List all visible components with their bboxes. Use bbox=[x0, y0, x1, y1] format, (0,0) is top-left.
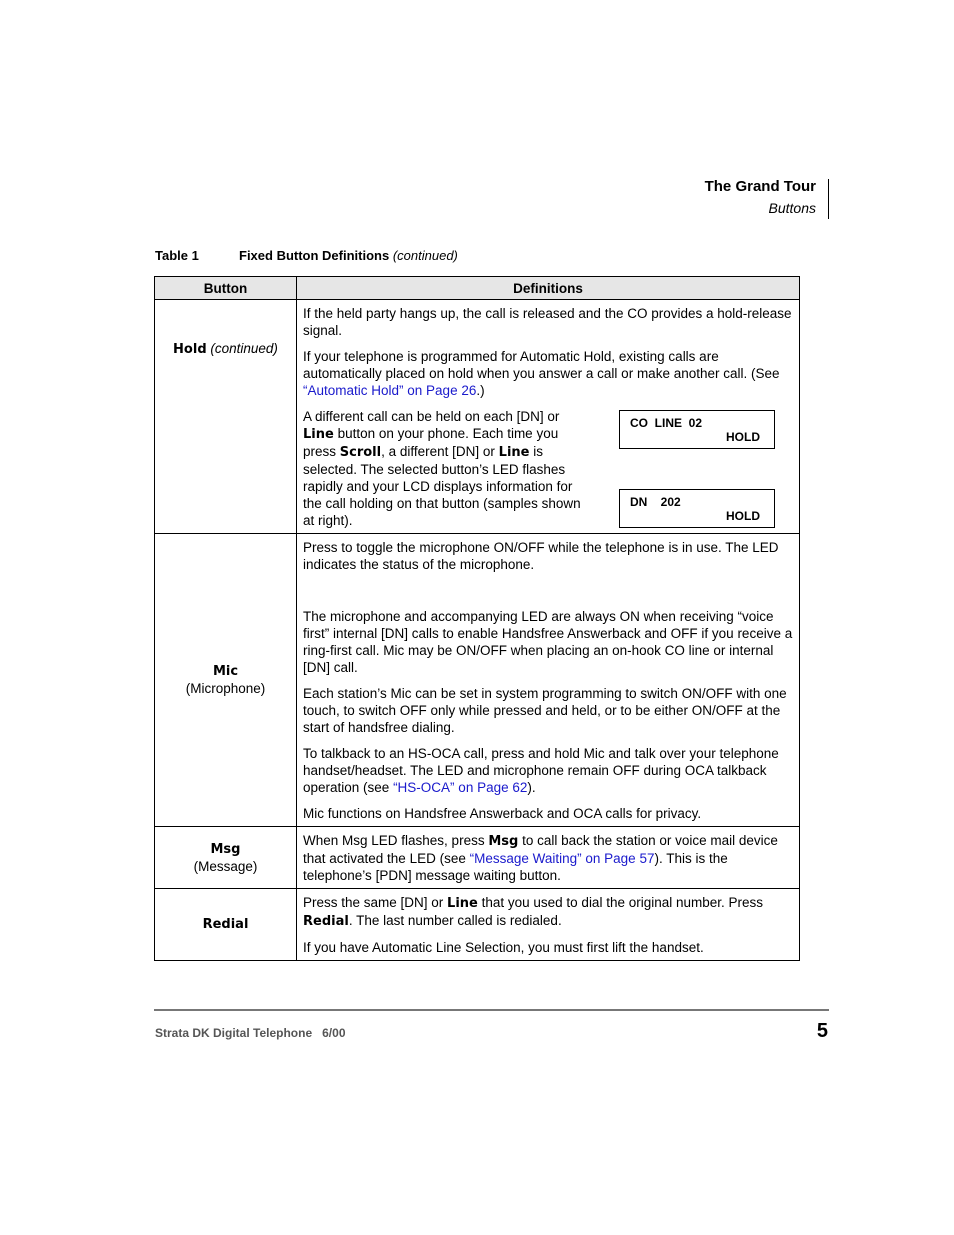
hold-paragraph-3 bbox=[303, 408, 593, 529]
lcd-line-1: CO LINE 02 bbox=[630, 416, 703, 430]
running-header-title: The Grand Tour bbox=[704, 178, 816, 195]
page-number: 5 bbox=[816, 1020, 828, 1042]
hold-paragraph-2 bbox=[303, 348, 793, 399]
definition-cell-hold bbox=[297, 300, 800, 534]
header-divider bbox=[828, 179, 829, 219]
table-continued: (continued) bbox=[392, 248, 458, 263]
table-row-mic bbox=[155, 534, 800, 827]
lcd-line-1: DN 202 bbox=[630, 495, 681, 509]
hs-oca-link[interactable]: “HS-OCA” on Page 62 bbox=[393, 780, 528, 795]
button-cell-redial bbox=[155, 889, 297, 961]
table-row-redial bbox=[155, 889, 800, 961]
lcd-line-2: HOLD bbox=[726, 509, 760, 523]
definition-cell-mic bbox=[297, 534, 800, 827]
redial-p1-a: Press the same [DN] or bbox=[303, 895, 448, 910]
button-name-redial: Redial bbox=[202, 917, 249, 932]
button-definitions-table bbox=[154, 276, 800, 961]
redial-paragraph-2: If you have Automatic Line Selection, you must first lift the handset. bbox=[303, 940, 704, 955]
lcd-sample-dn bbox=[619, 489, 775, 528]
key-line: Line bbox=[303, 427, 334, 442]
button-cell-msg bbox=[155, 827, 297, 889]
button-sub-mic: (Microphone) bbox=[185, 681, 266, 696]
redial-paragraph-1 bbox=[303, 894, 793, 930]
msg-p1-b: to call back the station or voice mail device that activated the LED (see bbox=[303, 833, 778, 866]
table-header-row bbox=[155, 277, 800, 300]
redial-p1-b: that you used to dial the original number. Press bbox=[477, 895, 764, 910]
hold-p3-d: is selected. The selected button’s LED flashes rapidly and your LCD displays information for the call holding on that button (samples shown at right). bbox=[303, 444, 581, 528]
hold-paragraph-1: If the held party hangs up, the call is released and the CO provides a hold-release signal. bbox=[303, 306, 792, 338]
hold-p3-a: A different call can be held on each [DN] or bbox=[303, 409, 560, 424]
mic-paragraph-5: Mic functions on Handsfree Answerback and OCA calls for privacy. bbox=[303, 806, 702, 821]
hold-p2-text: If your telephone is programmed for Automatic Hold, existing calls are automatically placed on hold when you answer a call or make another call. (See bbox=[303, 349, 780, 381]
hold-detail-row bbox=[303, 408, 793, 529]
table-caption bbox=[155, 248, 458, 263]
table-row-hold bbox=[155, 300, 800, 534]
msg-paragraph-1 bbox=[303, 832, 793, 884]
mic-paragraph-1: Press to toggle the microphone ON/OFF while the telephone is in use. The LED indicates the status of the microphone. bbox=[303, 540, 779, 572]
column-header-button: Button bbox=[155, 277, 297, 300]
hold-p3-b: button on your phone. Each time you press bbox=[303, 426, 559, 459]
automatic-hold-link[interactable]: “Automatic Hold” on Page 26 bbox=[303, 383, 477, 398]
message-waiting-link[interactable]: “Message Waiting” on Page 57 bbox=[469, 851, 655, 866]
definition-cell-redial bbox=[297, 889, 800, 961]
lcd-samples bbox=[619, 408, 775, 529]
mic-paragraph-4 bbox=[303, 745, 793, 796]
key-line: Line bbox=[447, 896, 478, 911]
button-name-mic: Mic bbox=[212, 664, 239, 679]
key-line: Line bbox=[498, 445, 530, 460]
mic-p4-tail: ). bbox=[527, 780, 536, 795]
msg-p1-c: ). This is the telephone’s [PDN] message waiting button. bbox=[303, 851, 728, 883]
running-header-subtitle: Buttons bbox=[768, 200, 816, 216]
button-cell-hold bbox=[155, 300, 297, 534]
column-header-definitions: Definitions bbox=[297, 277, 800, 300]
mic-p4-text: To talkback to an HS-OCA call, press and hold Mic and talk over your telephone handset/headset. The LED and microphone remain OFF during OCA talkback operation (see bbox=[303, 746, 779, 795]
key-msg: Msg bbox=[488, 834, 519, 849]
hold-p3-c: , a different [DN] or bbox=[381, 444, 499, 459]
table-row-msg bbox=[155, 827, 800, 889]
footer-divider bbox=[154, 1009, 829, 1011]
lcd-line-2: HOLD bbox=[726, 430, 760, 444]
button-cell-mic bbox=[155, 534, 297, 827]
button-name-msg: Msg bbox=[210, 841, 241, 857]
hold-p2-tail: .) bbox=[476, 383, 485, 398]
key-redial: Redial bbox=[303, 914, 349, 929]
button-name-hold: Hold bbox=[173, 342, 207, 357]
button-note-hold: (continued) bbox=[210, 341, 278, 356]
table-title: Fixed Button Definitions bbox=[239, 248, 390, 263]
mic-paragraph-2: The microphone and accompanying LED are always ON when receiving “voice first” internal [DN] calls to enable Handsfree Answerback and OFF if you receive a ring-first call. Mic may be ON/OFF when placing an on-hook CO line or internal [DN] call. bbox=[303, 609, 793, 675]
table-number: Table 1 bbox=[155, 248, 199, 263]
mic-paragraph-3: Each station’s Mic can be set in system programming to switch ON/OFF with one touch, to switch OFF only while pressed and held, or to be either ON/OFF at the start of handsfree dialing. bbox=[303, 686, 787, 735]
definition-cell-msg bbox=[297, 827, 800, 889]
msg-p1-a: When Msg LED flashes, press bbox=[303, 833, 489, 848]
button-sub-msg: (Message) bbox=[193, 858, 258, 874]
key-scroll: Scroll bbox=[339, 445, 382, 460]
footer-document-title: Strata DK Digital Telephone 6/00 bbox=[155, 1026, 346, 1040]
redial-p1-c: . The last number called is redialed. bbox=[348, 913, 562, 928]
lcd-sample-co-line bbox=[619, 410, 775, 449]
